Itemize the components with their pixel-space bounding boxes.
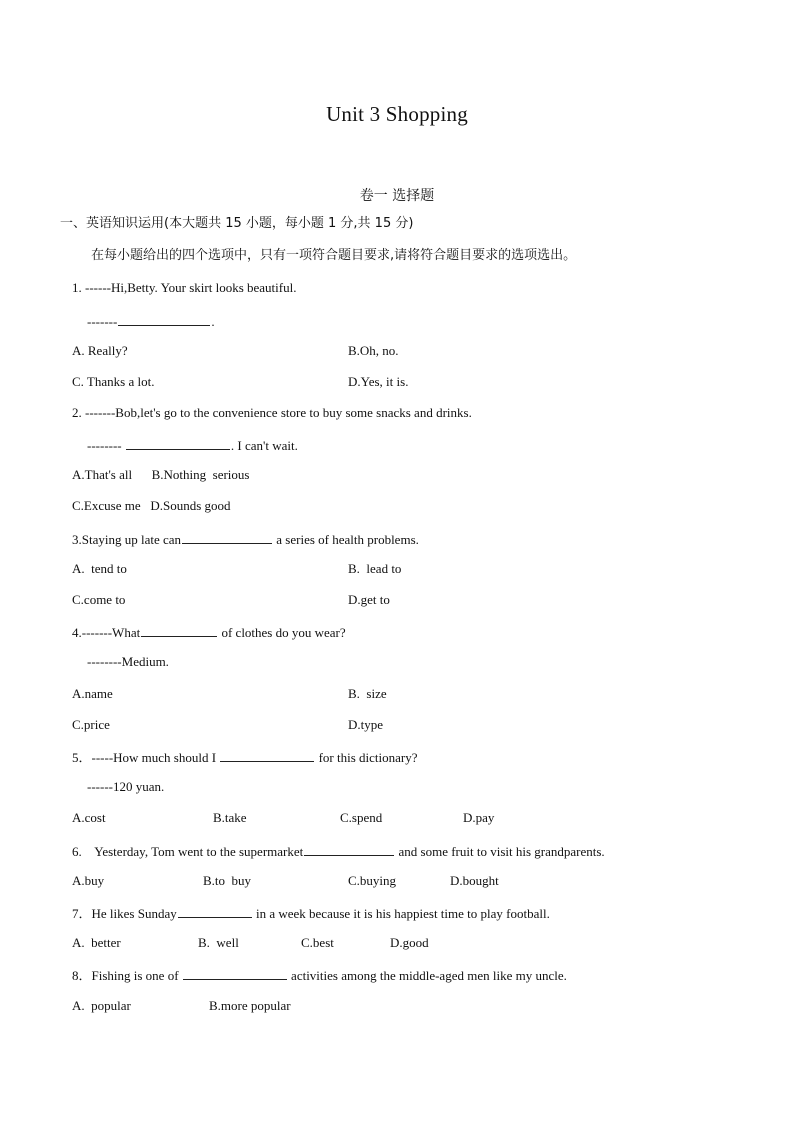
question-7-option-c: C.best: [301, 935, 334, 950]
stem-suffix: of clothes do you wear?: [221, 625, 346, 640]
question-4-option-c: C.price: [72, 717, 110, 732]
answer-blank: [118, 312, 210, 326]
question-2-reply: [87, 436, 298, 454]
stem-suffix: a series of health problems.: [276, 532, 419, 547]
question-4-option-b: B. size: [348, 686, 387, 701]
answer-blank: [141, 623, 217, 637]
question-2-options-cd: C.Excuse me D.Sounds good: [72, 498, 231, 513]
answer-blank: [126, 436, 230, 450]
question-1-option-a: A. Really?: [72, 343, 128, 358]
answer-blank: [178, 904, 252, 918]
question-1-option-d: D.Yes, it is.: [348, 374, 409, 389]
part-title: 卷一 选择题: [359, 188, 435, 204]
stem-suffix: for this dictionary?: [318, 750, 418, 765]
question-1-option-c: C. Thanks a lot.: [72, 374, 155, 389]
question-7-option-d: D.good: [390, 935, 429, 950]
instruction-text: 在每小题给出的四个选项中，只有一项符合题目要求,请将符合题目要求的选项选出。: [91, 248, 577, 263]
question-6-stem: [72, 842, 605, 860]
question-8-option-b: B.more popular: [209, 998, 291, 1013]
question-2-stem: 2. -------Bob,let's go to the convenience store to buy some snacks and drinks.: [72, 405, 472, 420]
question-6-option-c: C.buying: [348, 873, 397, 888]
question-6-option-a: A.buy: [72, 873, 105, 888]
question-4-option-d: D.type: [348, 717, 384, 732]
question-7-option-b: B. well: [198, 935, 239, 950]
reply-suffix: . I can't wait.: [230, 438, 298, 453]
section-heading: 一、英语知识运用(本大题共 15 小题，每小题 1 分,共 15 分): [60, 216, 414, 231]
question-5-stem: [72, 748, 417, 766]
question-1-reply: [87, 312, 215, 330]
question-2-options-ab: A.That's all B.Nothing serious: [72, 467, 250, 482]
stem-suffix: activities among the middle-aged men like my uncle.: [291, 968, 567, 983]
question-8-stem: [72, 966, 567, 984]
question-3-stem: [72, 530, 419, 548]
question-5-option-a: A.cost: [72, 810, 106, 825]
question-4-reply: --------Medium.: [87, 654, 169, 669]
reply-prefix: -------: [87, 314, 118, 329]
question-3-option-c: C.come to: [72, 592, 126, 607]
document-title: Unit 3 Shopping: [326, 102, 468, 126]
stem-prefix: 3.Staying up late can: [72, 532, 182, 547]
question-3-option-a: A. tend to: [72, 561, 127, 576]
answer-blank: [183, 966, 287, 980]
question-5-option-d: D.pay: [463, 810, 495, 825]
stem-prefix: 8．Fishing is one of: [72, 968, 179, 983]
question-4-stem: [72, 623, 346, 641]
question-1-option-b: B.Oh, no.: [348, 343, 399, 358]
question-8-option-a: A. popular: [72, 998, 131, 1013]
question-7-option-a: A. better: [72, 935, 121, 950]
question-3-option-b: B. lead to: [348, 561, 402, 576]
stem-prefix: 6. Yesterday, Tom went to the supermarket: [72, 844, 304, 859]
answer-blank: [220, 748, 314, 762]
stem-prefix: 7．He likes Sunday: [72, 906, 177, 921]
stem-prefix: 4.-------What: [72, 625, 141, 640]
question-5-reply: ------120 yuan.: [87, 779, 165, 794]
answer-blank: [182, 530, 272, 544]
question-6-option-d: D.bought: [450, 873, 499, 888]
question-4-option-a: A.name: [72, 686, 113, 701]
stem-suffix: in a week because it is his happiest time to play football.: [255, 906, 550, 921]
question-5-option-c: C.spend: [340, 810, 383, 825]
stem-prefix: 5．-----How much should I: [72, 750, 217, 765]
reply-prefix: --------: [87, 438, 122, 453]
question-1-stem: 1. ------Hi,Betty. Your skirt looks beautiful.: [72, 280, 297, 295]
question-6-option-b: B.to buy: [203, 873, 252, 888]
question-5-option-b: B.take: [213, 810, 247, 825]
question-7-stem: [72, 904, 550, 922]
question-3-option-d: D.get to: [348, 592, 390, 607]
stem-suffix: and some fruit to visit his grandparents.: [398, 844, 605, 859]
answer-blank: [304, 842, 394, 856]
reply-suffix: .: [211, 314, 215, 329]
